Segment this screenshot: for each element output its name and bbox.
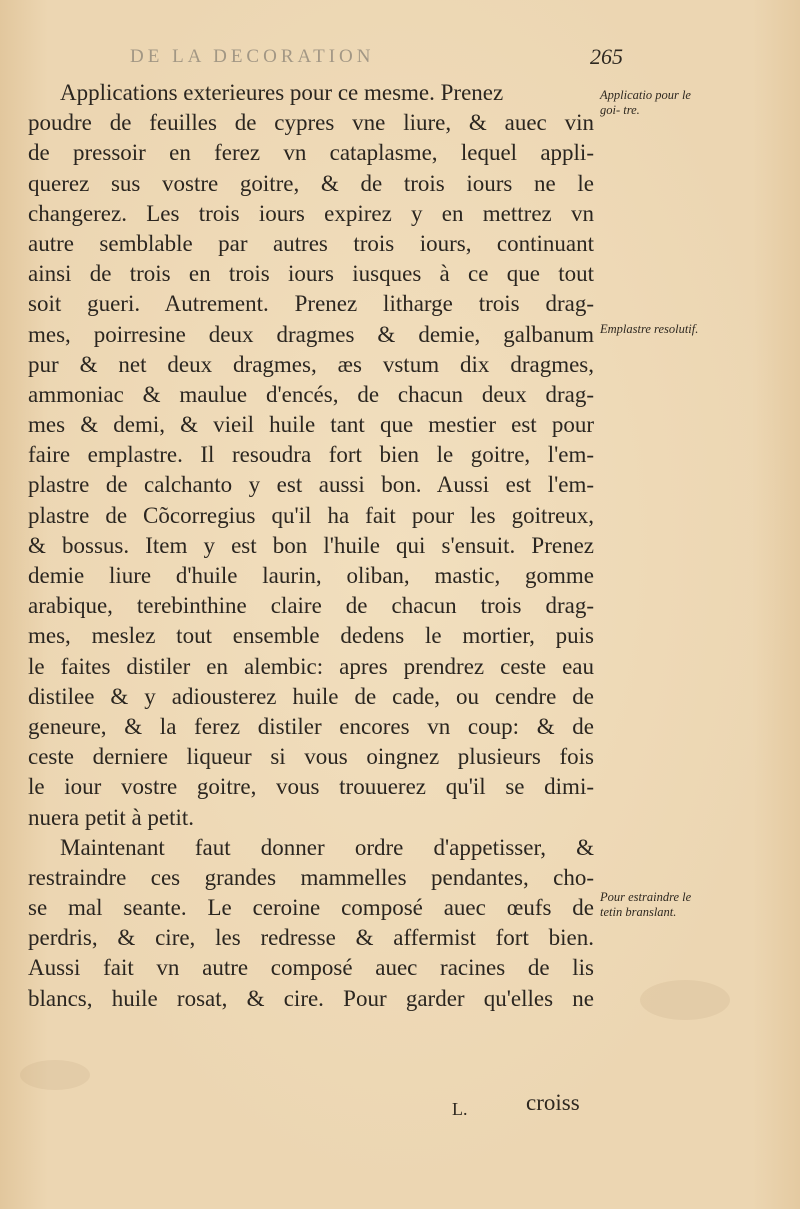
text-line: ainsi de trois en trois iours iusques à ce que tout — [28, 261, 594, 287]
text-line: le faites distiler en alembic: apres prendrez ceste eau — [28, 653, 594, 679]
margin-note: Emplastre resolutif. — [600, 322, 699, 336]
text-line: querez sus vostre goitre, & de trois iours ne le — [28, 170, 594, 196]
text-line: mes, poirresine deux dragmes & demie, galbanum — [28, 321, 594, 347]
body-text — [28, 78, 594, 1014]
text-line: arabique, terebinthine claire de chacun trois drag- — [28, 593, 594, 619]
text-line: blancs, huile rosat, & cire. Pour garder qu'elles ne — [28, 985, 594, 1011]
catchword: croiss — [526, 1090, 580, 1115]
text-line: nuera petit à petit. — [28, 804, 195, 830]
text-line: plastre de Cõcorregius qu'il ha fait pour les goitreux, — [28, 502, 594, 528]
text-line: faire emplastre. Il resoudra fort bien le goitre, l'em- — [28, 442, 594, 468]
text-line: pur & net deux dragmes, æs vstum dix dragmes, — [28, 351, 594, 377]
text-line: changerez. Les trois iours expirez y en mettrez vn — [28, 200, 594, 226]
text-line: mes, meslez tout ensemble dedens le mortier, puis — [28, 623, 594, 649]
text-line: Applications exterieures pour ce mesme. Prenez — [60, 80, 504, 105]
text-line: Maintenant faut donner ordre d'appetisser, & — [60, 834, 594, 860]
text-line: distilee & y adiousterez huile de cade, ou cendre de — [28, 683, 594, 709]
text-line: & bossus. Item y est bon l'huile qui s'ensuit. Prenez — [28, 532, 594, 558]
signature-mark: L. — [452, 1099, 468, 1119]
paper-stain — [20, 1060, 90, 1090]
text-line: ceste derniere liqueur si vous oingnez plusieurs fois — [28, 744, 594, 770]
text-line: se mal seante. Le ceroine composé auec œufs de — [28, 895, 594, 921]
margin-note: Pour estraindre le tetin branslant. — [600, 890, 692, 919]
running-head: DE LA DECORATION — [130, 46, 375, 67]
text-line: mes & demi, & vieil huile tant que mestier est pour — [28, 412, 594, 438]
text-line: de pressoir en ferez vn cataplasme, lequel appli- — [28, 140, 594, 166]
text-line: le iour vostre goitre, vous trouuerez qu'il se dimi- — [28, 774, 594, 800]
text-line: ammoniac & maulue d'encés, de chacun deux drag- — [28, 381, 594, 407]
page-number: 265 — [590, 44, 623, 69]
text-line: geneure, & la ferez distiler encores vn coup: & de — [28, 713, 594, 739]
text-line: soit gueri. Autrement. Prenez litharge trois drag- — [28, 291, 594, 317]
text-line: restraindre ces grandes mammelles pendantes, cho- — [28, 864, 594, 890]
text-line: autre semblable par autres trois iours, continuant — [28, 230, 594, 256]
text-line: demie liure d'huile laurin, oliban, mastic, gomme — [28, 563, 594, 588]
text-line: poudre de feuilles de cypres vne liure, & auec vin — [28, 110, 594, 136]
text-line: Aussi fait vn autre composé auec racines de lis — [28, 955, 594, 981]
paper-stain — [640, 980, 730, 1020]
margin-note: Applicatio pour le goi- tre. — [600, 88, 691, 117]
text-line: plastre de calchanto y est aussi bon. Aussi est l'em- — [28, 472, 594, 498]
text-line: perdris, & cire, les redresse & affermist fort bien. — [28, 925, 594, 951]
